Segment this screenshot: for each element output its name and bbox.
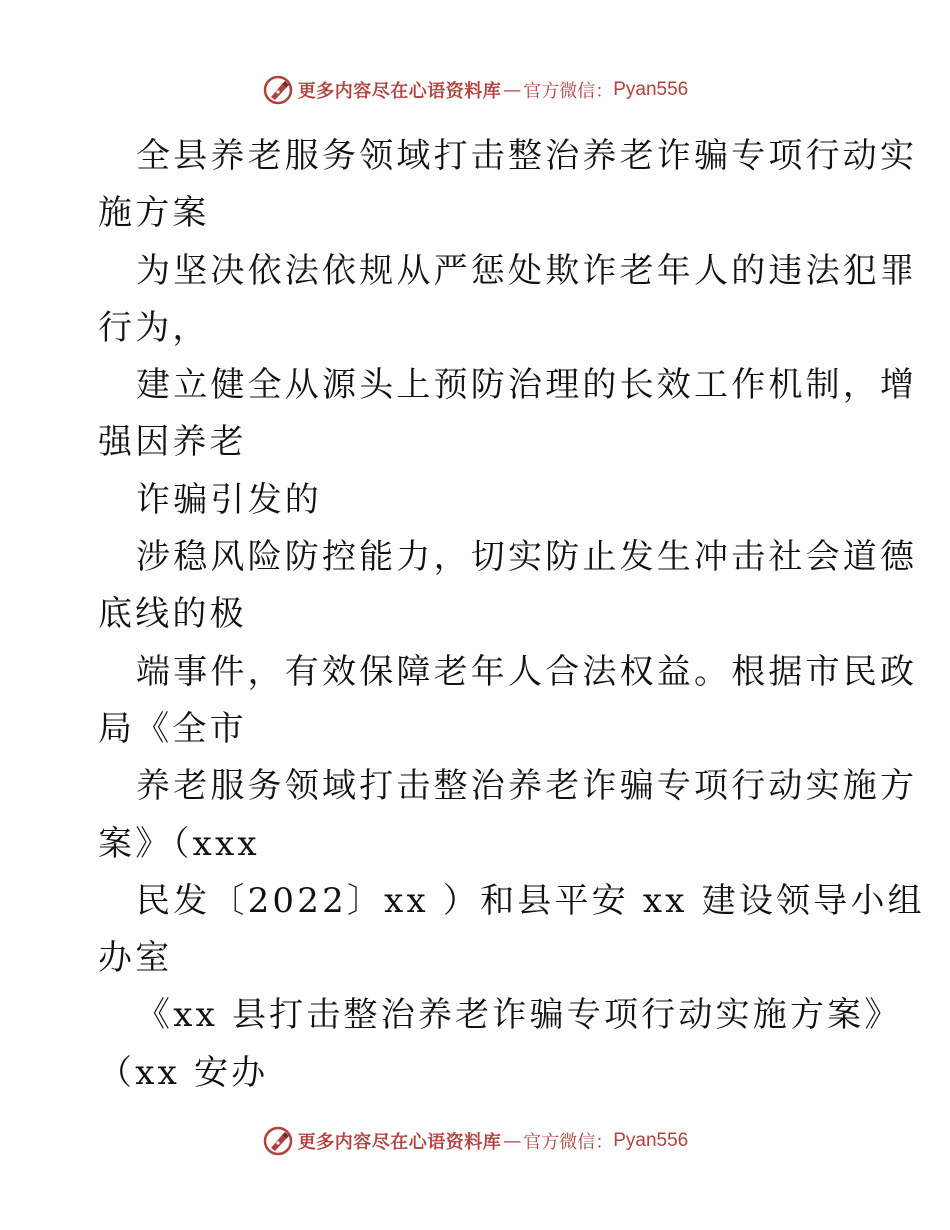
header-banner-text: 更多内容尽在心语资料库 [297,81,502,102]
doc-line: 案》（xxx [98,823,260,864]
pen-nib-logo-icon [262,1125,294,1157]
doc-line: 强因养老 [98,422,247,463]
pen-nib-logo-icon [262,74,294,106]
doc-line: 为坚决依法依规从严惩处欺诈老年人的违法犯罪 [136,250,918,291]
header-banner-official-label: 官方微信： [523,81,614,102]
doc-line: 行为， [98,307,210,348]
document-body [98,128,925,1102]
doc-line: 《xx 县打击整治养老诈骗专项行动实施方案》 [136,995,902,1036]
header-banner-dash: — [503,79,522,101]
doc-line: 办室 [98,938,173,979]
doc-line: 端事件，有效保障老年人合法权益。根据市民政 [136,651,918,692]
doc-line: 养老服务领域打击整治养老诈骗专项行动实施方 [136,766,918,807]
doc-line: （xx 安办 [98,1052,269,1093]
footer-banner-official-label: 官方微信： [523,1132,614,1153]
footer-banner-wechat-id: Pyan556 [613,1130,689,1151]
doc-line: 建立健全从源头上预防治理的长效工作机制，增 [136,365,918,406]
doc-line: 民发〔2022〕xx ）和县平安 xx 建设领导小组 [136,880,925,921]
footer-banner [0,1121,950,1161]
doc-line: 局《全市 [98,708,247,749]
header-banner [0,70,950,110]
doc-line: 全县养老服务领域打击整治养老诈骗专项行动实 [136,136,918,176]
doc-line: 诈骗引发的 [136,479,322,520]
doc-line: 底线的极 [98,594,247,635]
header-banner-wechat-id: Pyan556 [613,79,689,100]
footer-banner-dash: — [503,1130,522,1152]
footer-banner-text: 更多内容尽在心语资料库 [297,1132,502,1153]
doc-line: 施方案 [98,193,210,234]
doc-line: 涉稳风险防控能力，切实防止发生冲击社会道德 [136,537,918,578]
